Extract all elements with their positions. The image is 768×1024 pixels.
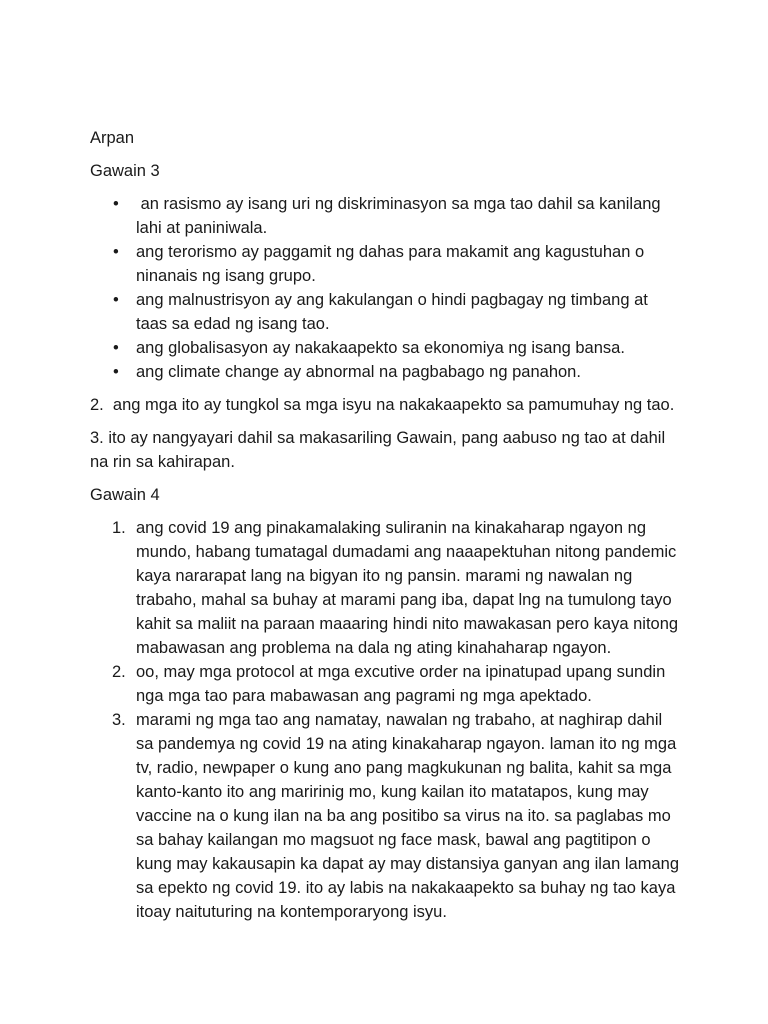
list-item xyxy=(90,288,680,336)
section-heading-gawain-4: Gawain 4 xyxy=(90,486,160,504)
numbered-list xyxy=(90,516,680,924)
list-item-text: ang globalisasyon ay nakakaapekto sa ekonomiya ng isang bansa. xyxy=(136,339,625,357)
bullet-marker: • xyxy=(113,363,119,381)
bullet-marker: • xyxy=(113,339,119,357)
answer-paragraph-3: 3. ito ay nangyayari dahil sa makasariling Gawain, pang aabuso ng tao at dahil na rin sa kahirapan. xyxy=(90,429,666,471)
bullet-marker: • xyxy=(113,291,119,309)
list-number: 2. xyxy=(112,663,126,681)
list-item-text: ang climate change ay abnormal na pagbabago ng panahon. xyxy=(136,363,581,381)
answer-paragraph-2: 2. ang mga ito ay tungkol sa mga isyu na nakakaapekto sa pamumuhay ng tao. xyxy=(90,396,675,414)
list-item xyxy=(90,336,680,360)
list-item-text: oo, may mga protocol at mga excutive order na ipinatupad upang sundin nga mga tao para mabawasan ang pagrami ng mga apektado. xyxy=(136,663,666,705)
list-item-text: marami ng mga tao ang namatay, nawalan ng trabaho, at naghirap dahil sa pandemya ng covid 19 na ating kinakaharap ngayon. laman ito ng mga tv, radio, newpaper o kung ano pang magkukunan ng balita, kahit sa mga kanto-kanto ito ang maririnig mo, kung kailan ito matatapos, kung may vaccine na o kung ilan na ba ang positibo sa virus na ito. sa paglabas mo sa bahay kailangan mo magsuot ng face mask, bawal ang pagtitipon o kung may kakausapin ka dapat ay may distansiya ganyan ang ilan lamang sa epekto ng covid 19. ito ay labis na nakakaapekto sa buhay ng tao kaya itoay naituturing na kontemporaryong isyu. xyxy=(136,711,680,921)
bullet-marker: • xyxy=(113,195,119,213)
list-item xyxy=(90,240,680,288)
bullet-list xyxy=(90,192,680,384)
document-page xyxy=(90,126,680,933)
list-number: 3. xyxy=(112,711,126,729)
list-item-text: ang terorismo ay paggamit ng dahas para makamit ang kagustuhan o ninanais ng isang grupo. xyxy=(136,243,645,285)
list-item xyxy=(90,360,680,384)
list-item xyxy=(90,516,680,660)
subject-title: Arpan xyxy=(90,129,135,147)
list-item xyxy=(90,708,680,924)
section-heading-gawain-3: Gawain 3 xyxy=(90,162,160,180)
list-item xyxy=(90,192,680,240)
bullet-marker: • xyxy=(113,243,119,261)
list-item-text: ang covid 19 ang pinakamalaking suliranin na kinakaharap ngayon ng mundo, habang tumatagal dumadami ang naaapektuhan nitong pandemic kaya nararapat lang na bigyan ito ng pansin. marami ng nawalan ng trabaho, mahal sa buhay at marami pang iba, dapat lng na tumulong tayo kahit sa maliit na paraan maaaring hindi nito mawakasan pero kaya nitong mabawasan ang problema na dala ng ating kinahaharap ngayon. xyxy=(136,519,679,657)
list-item-text: ang malnustrisyon ay ang kakulangan o hindi pagbagay ng timbang at taas sa edad ng isang tao. xyxy=(136,291,648,333)
list-item-text: an rasismo ay isang uri ng diskriminasyon sa mga tao dahil sa kanilang lahi at paniniwala. xyxy=(136,195,666,237)
list-item xyxy=(90,660,680,708)
list-number: 1. xyxy=(112,519,126,537)
